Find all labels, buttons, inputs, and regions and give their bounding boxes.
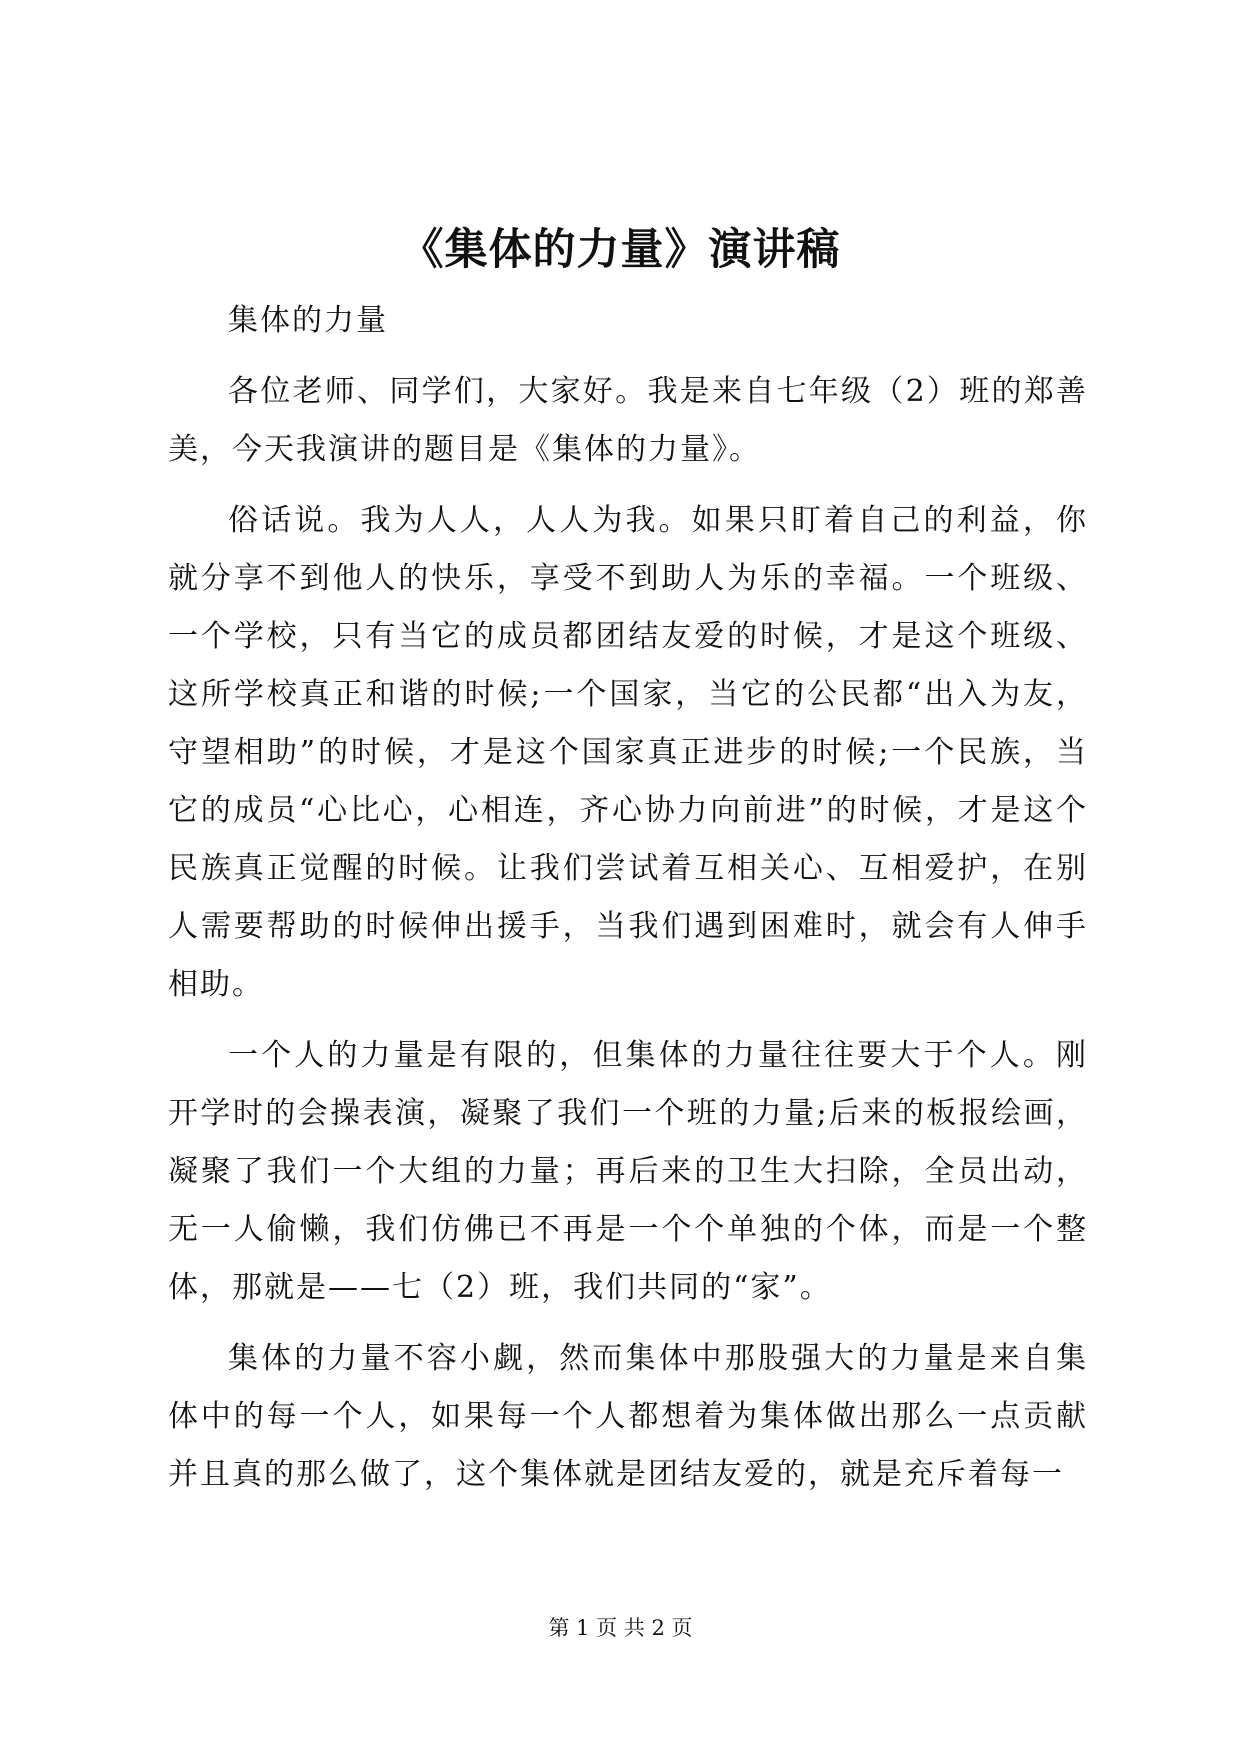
- paragraph-subtitle: 集体的力量: [228, 303, 388, 338]
- document-title: 《集体的力量》演讲稿: [400, 225, 841, 275]
- paragraph-saying: 俗话说。我为人人，人人为我。如果只盯着自己的利益，你就分享不到他人的快乐，享受不到助人为乐的幸福。一个班级、一个学校，只有当它的成员都团结友爱的时候，才是这个班级、这所学校真正和谐的时候;一个国家，当它的公民都“出入为友，守望相助”的时候，才是这个国家真正进步的时候;一个民族，当它的成员“心比心，心相连，齐心协力向前进”的时候，才是这个民族真正觉醒的时候。让我们尝试着互相关心、互相爱护，在别人需要帮助的时候伸出援手，当我们遇到困难时，就会有人伸手相助。: [168, 503, 1088, 1002]
- page-number-footer: 第 1 页 共 2 页: [548, 1616, 693, 1640]
- document-body: [168, 292, 1088, 1504]
- paragraph-collective-strength: 一个人的力量是有限的，但集体的力量往往要大于个人。刚开学时的会操表演，凝聚了我们一个班的力量;后来的板报绘画，凝聚了我们一个大组的力量；再后来的卫生大扫除，全员出动，无一人偷懒，我们仿佛已不再是一个个单独的个体，而是一个整体，那就是——七（2）班，我们共同的“家”。: [168, 1038, 1088, 1305]
- paragraph-greeting: 各位老师、同学们，大家好。我是来自七年级（2）班的郑善美，今天我演讲的题目是《集体的力量》。: [168, 374, 1088, 467]
- paragraph-not-underestimate: 集体的力量不容小觑，然而集体中那股强大的力量是来自集体中的每一个人，如果每一个人都想着为集体做出那么一点贡献并且真的那么做了，这个集体就是团结友爱的，就是充斥着每一: [168, 1341, 1088, 1492]
